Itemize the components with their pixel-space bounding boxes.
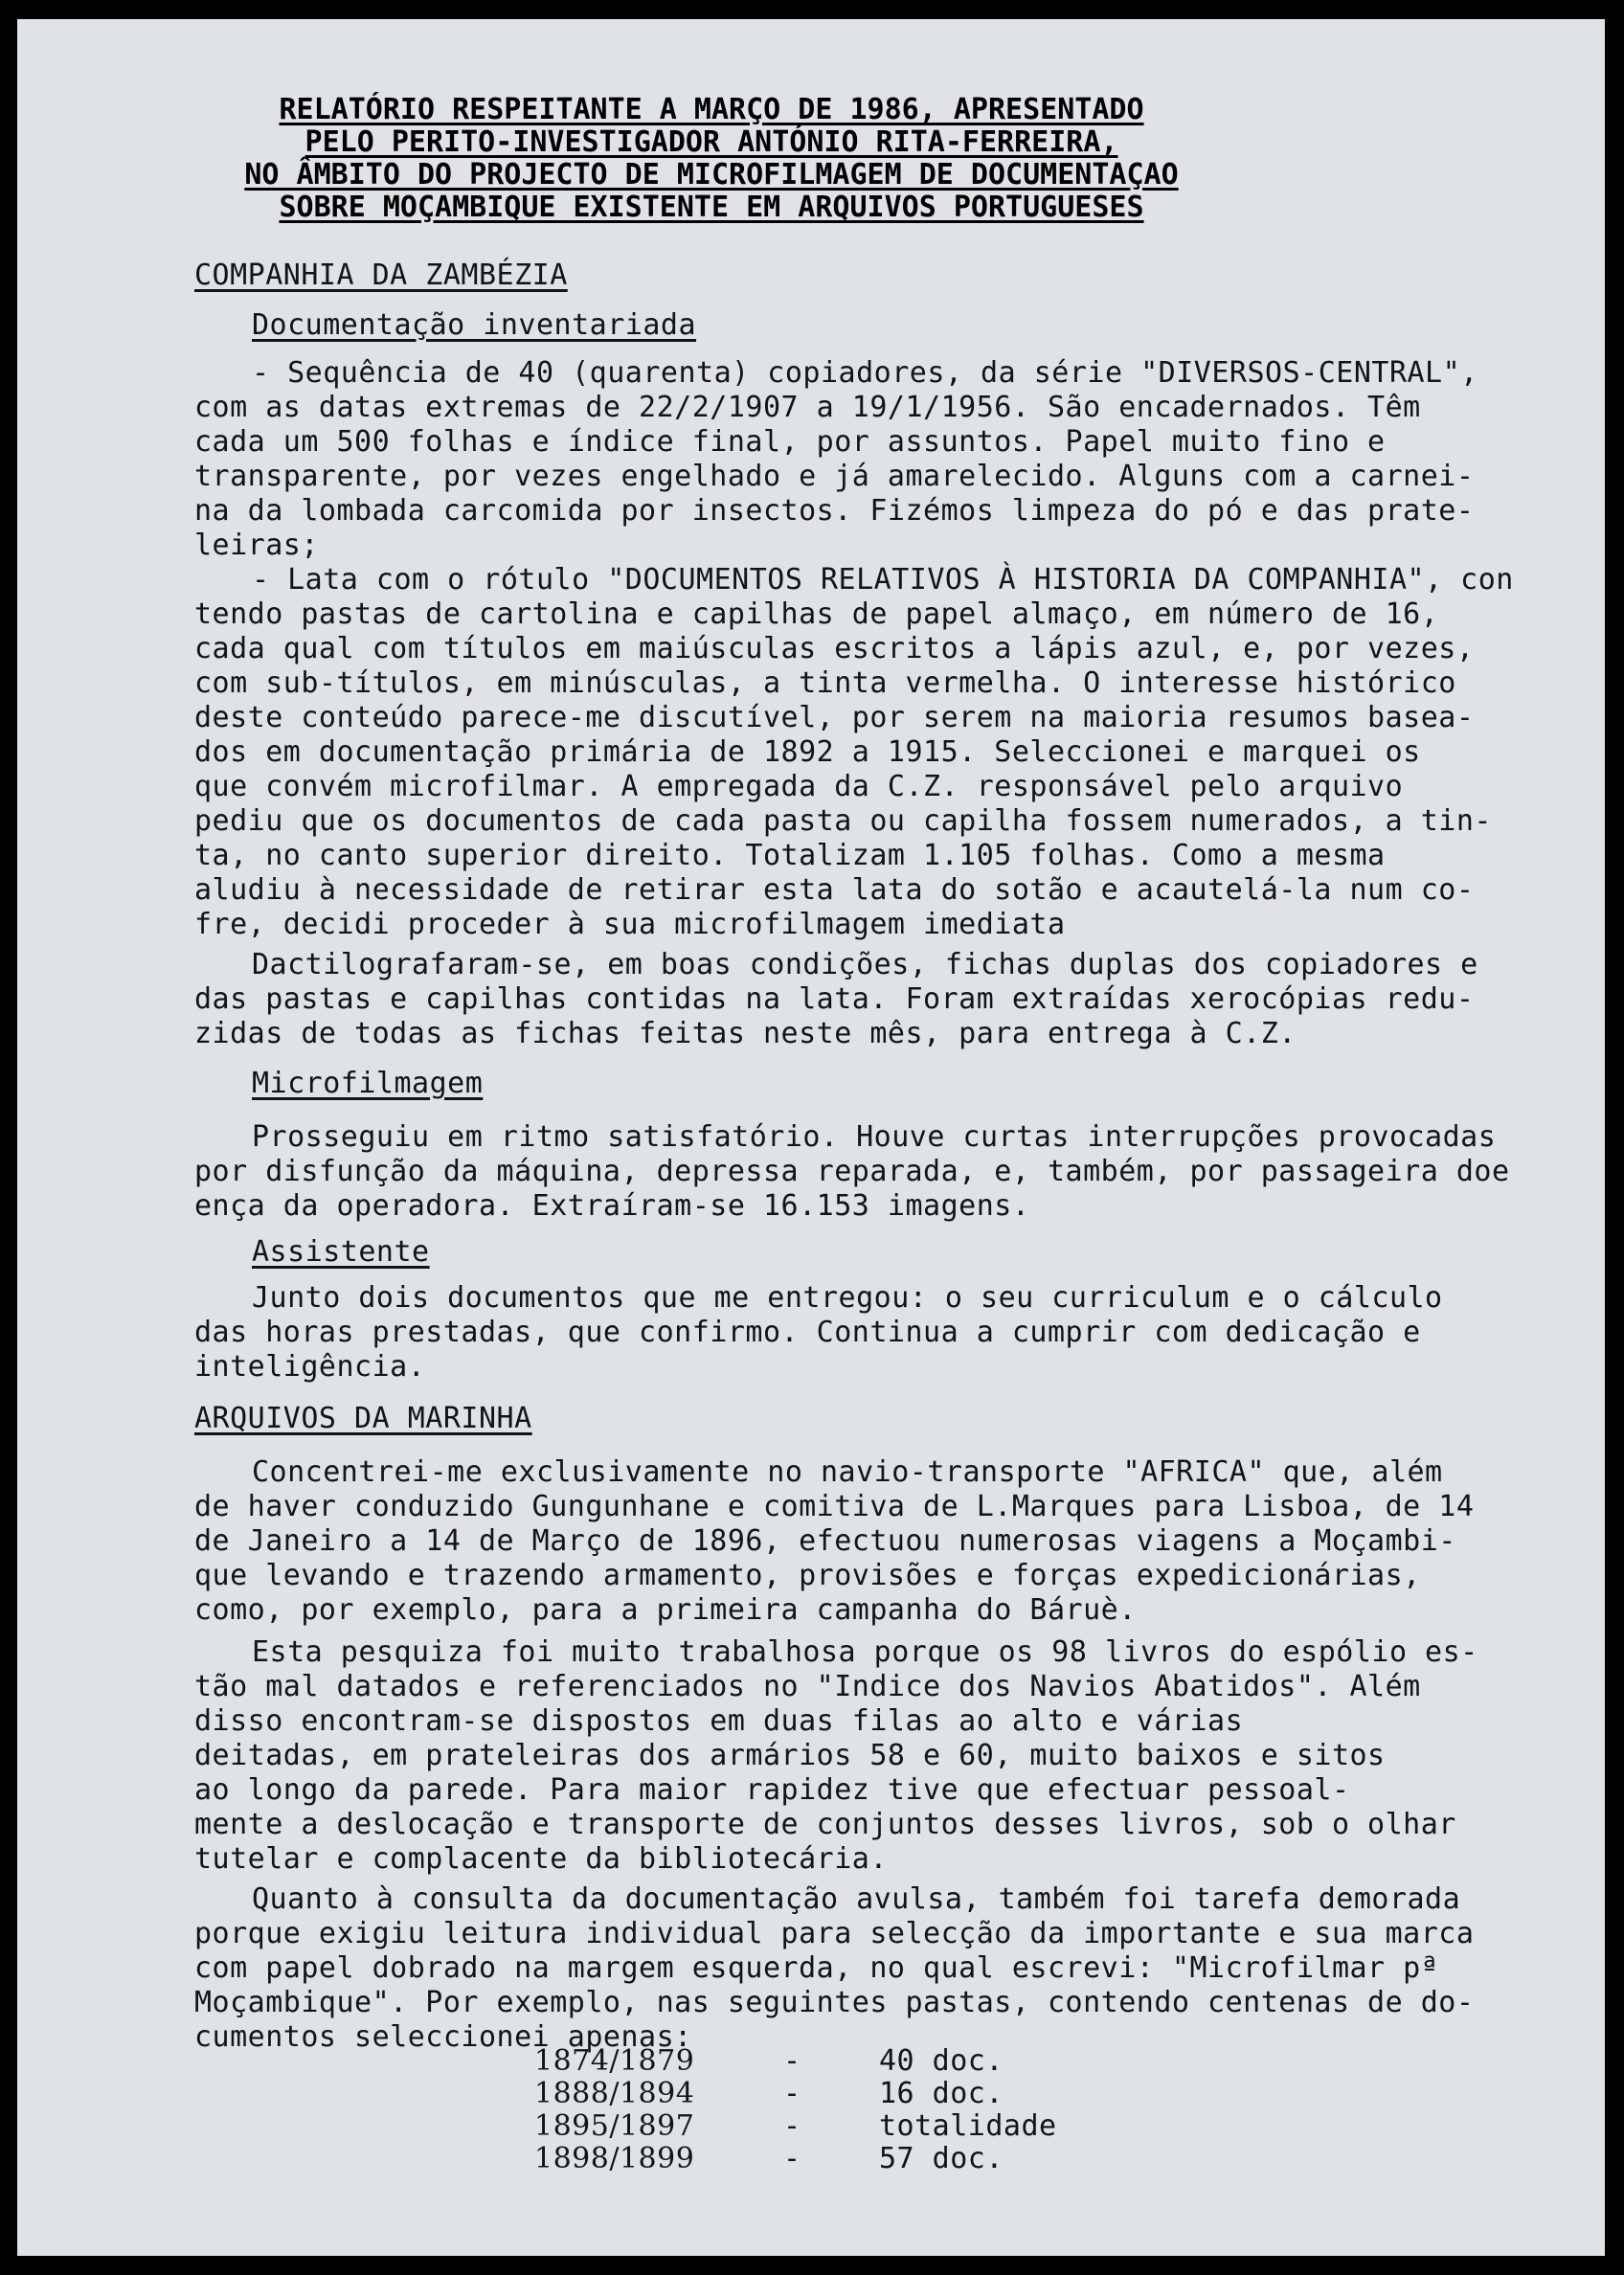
text-line: dos em documentação primária de 1892 a 1915. Seleccionei e marquei os (194, 735, 1421, 769)
text-line: transparente, por vezes engelhado e já amarelecido. Alguns com a carnei- (194, 460, 1475, 493)
list-value: totalidade (879, 2109, 1057, 2143)
text-line: Prosseguiu em ritmo satisfatório. Houve curtas interrupções provocadas (252, 1120, 1497, 1154)
text-line: Esta pesquiza foi muito trabalhosa porque os 98 livros do espólio es- (252, 1635, 1478, 1669)
text-line: que convém microfilmar. A empregada da C.Z. responsável pelo arquivo (194, 770, 1404, 803)
list-value: 57 doc. (879, 2142, 1004, 2175)
text-line: com as datas extremas de 22/2/1907 a 19/1/1956. São encadernados. Têm (194, 391, 1421, 424)
list-dash: - (783, 2109, 801, 2143)
text-line: como, por exemplo, para a primeira campanha do Báruè. (194, 1593, 1137, 1627)
text-line: que levando e trazendo armamento, provisões e forças expedicionárias, (194, 1559, 1421, 1592)
text-line: Junto dois documentos que me entregou: o seu curriculum e o cálculo (252, 1281, 1443, 1315)
text-line: Moçambique". Por exemplo, nas seguintes pastas, contendo centenas de do- (194, 1986, 1475, 2019)
list-range: 1898/1899 (534, 2142, 695, 2175)
text-line: com sub-títulos, em minúsculas, a tinta vermelha. O interesse histórico (194, 666, 1456, 700)
text-line: tutelar e complacente da bibliotecária. (194, 1842, 888, 1876)
list-dash: - (783, 2077, 801, 2110)
text-line: das pastas e capilhas contidas na lata. Foram extraídas xerocópias redu- (194, 982, 1475, 1016)
paragraph-microfilmagem (194, 1120, 1510, 1224)
paragraph-avulsa (194, 1882, 1474, 2055)
list-value: 40 doc. (879, 2044, 1004, 2078)
section-heading-companhia: COMPANHIA DA ZAMBÉZIA (194, 259, 568, 292)
text-line: porque exigiu leitura individual para selecção da importante e sua marca (194, 1917, 1475, 1950)
text-line: ao longo da parede. Para maior rapidez tive que efectuar pessoal- (194, 1773, 1350, 1807)
text-line: aludiu à necessidade de retirar esta lata do sotão e acautelá-la num co- (194, 873, 1475, 907)
text-line: ença da operadora. Extraíram-se 16.153 imagens. (194, 1189, 1030, 1223)
document-page (17, 19, 1605, 2256)
text-line: - Lata com o rótulo "DOCUMENTOS RELATIVOS À HISTORIA DA COMPANHIA", con (252, 563, 1514, 597)
text-line: de haver conduzido Gungunhane e comitiva de L.Marques para Lisboa, de 14 (194, 1490, 1475, 1523)
title-line: PELO PERITO-INVESTIGADOR ANTÓNIO RITA-FERREIRA, (304, 125, 1118, 159)
report-title (190, 94, 1233, 224)
text-line: zidas de todas as fichas feitas neste mês, para entrega à C.Z. (194, 1017, 1297, 1050)
paragraph-pesquiza (194, 1635, 1478, 1877)
list-range: 1895/1897 (534, 2109, 695, 2143)
title-line: RELATÓRIO RESPEITANTE A MARÇO DE 1986, APRESENTADO (279, 93, 1144, 126)
title-line: SOBRE MOÇAMBIQUE EXISTENTE EM ARQUIVOS PORTUGUESES (279, 191, 1144, 224)
text-line: inteligência. (194, 1350, 426, 1384)
text-line: Concentrei-me exclusivamente no navio-transporte "AFRICA" que, além (252, 1455, 1443, 1489)
paragraph-assistente (194, 1281, 1443, 1385)
text-line: ta, no canto superior direito. Totalizam 1.105 folhas. Como a mesma (194, 839, 1386, 872)
paragraph-africa (194, 1455, 1474, 1628)
list-dash: - (783, 2142, 801, 2175)
text-line: cumentos seleccionei apenas: (194, 2020, 692, 2054)
text-line: cada um 500 folhas e índice final, por assuntos. Papel muito fino e (194, 425, 1386, 459)
subheading-microfilmagem: Microfilmagem (252, 1067, 484, 1100)
text-line: de Janeiro a 14 de Março de 1896, efectuou numerosas viagens a Moçambi- (194, 1524, 1456, 1558)
text-line: mente a deslocação e transporte de conjuntos desses livros, sob o olhar (194, 1808, 1456, 1841)
paragraph-copiadores (194, 356, 1478, 563)
list-dash: - (783, 2044, 801, 2078)
list-range: 1888/1894 (534, 2077, 695, 2110)
text-line: - Sequência de 40 (quarenta) copiadores, da série "DIVERSOS-CENTRAL", (252, 356, 1478, 390)
text-line: deste conteúdo parece-me discutível, por serem na maioria resumos basea- (194, 701, 1475, 734)
text-line: na da lombada carcomida por insectos. Fizémos limpeza do pó e das prate- (194, 494, 1475, 528)
text-line: deitadas, em prateleiras dos armários 58 e 60, muito baixos e sitos (194, 1739, 1386, 1772)
text-line: das horas prestadas, que confirmo. Continua a cumprir com dedicação e (194, 1316, 1421, 1349)
text-line: Dactilografaram-se, em boas condições, fichas duplas dos copiadores e (252, 948, 1478, 981)
text-line: disso encontram-se dispostos em duas filas ao alto e várias (194, 1704, 1244, 1738)
text-line: tão mal datados e referenciados no "Indice dos Navios Abatidos". Além (194, 1670, 1421, 1703)
list-range: 1874/1879 (534, 2044, 695, 2078)
title-line: NO ÂMBITO DO PROJECTO DE MICROFILMAGEM DE DOCUMENTAÇAO (244, 158, 1179, 191)
subheading-inventariada: Documentação inventariada (252, 308, 697, 342)
paragraph-fichas (194, 948, 1478, 1051)
text-line: com papel dobrado na margem esquerda, no qual escrevi: "Microfilmar pª (194, 1951, 1439, 1985)
paragraph-lata (194, 563, 1514, 942)
section-heading-marinha: ARQUIVOS DA MARINHA (194, 1402, 532, 1435)
text-line: fre, decidi proceder à sua microfilmagem imediata (194, 908, 1066, 941)
text-line: Quanto à consulta da documentação avulsa, também foi tarefa demorada (252, 1882, 1461, 1916)
text-line: leiras; (194, 529, 319, 562)
subheading-assistente: Assistente (252, 1235, 430, 1269)
text-line: pediu que os documentos de cada pasta ou capilha fossem numerados, a tin- (194, 804, 1492, 838)
list-value: 16 doc. (879, 2077, 1004, 2110)
text-line: cada qual com títulos em maiúsculas escritos a lápis azul, e, por vezes, (194, 632, 1475, 665)
text-line: tendo pastas de cartolina e capilhas de papel almaço, em número de 16, (194, 597, 1439, 631)
text-line: por disfunção da máquina, depressa reparada, e, também, por passageira doe (194, 1155, 1510, 1188)
